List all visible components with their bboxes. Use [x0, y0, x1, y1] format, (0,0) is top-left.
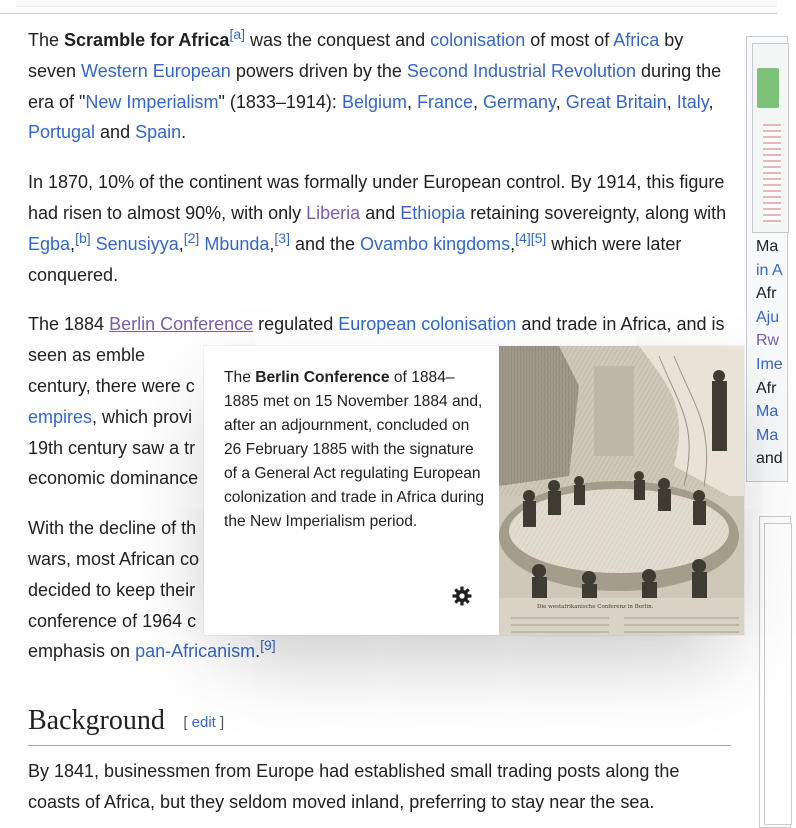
top-bar: [0, 0, 777, 14]
caption-line[interactable]: Ime: [756, 355, 783, 373]
footnote-9[interactable]: [260, 637, 276, 653]
text: century, there were c: [28, 375, 195, 396]
footnote-link[interactable]: [9]: [260, 637, 276, 654]
link-mbunda[interactable]: Mbunda: [204, 233, 270, 254]
text: conference of 1964 c: [28, 610, 197, 631]
text: retaining sovereignty, along with: [465, 202, 727, 223]
caption-line[interactable]: in A: [756, 261, 783, 279]
text: ,: [70, 233, 76, 254]
link-france[interactable]: France: [416, 91, 474, 112]
link-second-industrial-revolution[interactable]: Second Industrial Revolution: [406, 60, 637, 81]
background-paragraph: [28, 756, 728, 818]
preview-subject: Berlin Conference: [255, 369, 390, 386]
text: The 1884: [28, 314, 110, 335]
engraving-caption: Die westafrikanische Conferenz in Berlin.: [537, 604, 654, 610]
caption-line[interactable]: Aju: [756, 308, 780, 326]
text: emphasis on: [28, 641, 136, 662]
map-legend: [763, 124, 781, 224]
link-colonisation[interactable]: colonisation: [430, 30, 526, 50]
caption-line: Ma: [756, 238, 779, 255]
text: 19th century saw a tr: [28, 437, 196, 458]
text: By 1841, businessmen from Europe had established small trading posts along the coasts of Africa, but they seldom moved inland, preferring to stay near the sea.: [28, 761, 680, 812]
text: ,: [510, 233, 516, 254]
caption-line: Afr: [756, 285, 777, 303]
section-heading-background: [28, 700, 731, 746]
text: In 1870, 10% of the continent was formally under European control. By 1914, this figure had risen to almost 90%, with only: [28, 172, 725, 223]
footnote-a[interactable]: [229, 26, 245, 42]
link-egba[interactable]: Egba: [28, 233, 71, 254]
footnote-link[interactable]: [5]: [530, 229, 547, 246]
infobox: [746, 36, 788, 482]
link-ethiopia[interactable]: Ethiopia: [400, 202, 466, 223]
text: .: [181, 122, 187, 143]
text: of most of: [525, 30, 614, 50]
gear-icon[interactable]: [450, 584, 474, 608]
section-title: Background: [28, 705, 165, 736]
link-spain[interactable]: Spain: [135, 122, 182, 143]
text: ,: [178, 233, 184, 254]
lead-paragraph-1: [28, 25, 728, 148]
text: and the: [289, 233, 361, 254]
link-liberia[interactable]: Liberia: [306, 202, 361, 223]
text: of 1884–1885 met on 15 November 1884 and, after an adjournment, concluded on 26 February 1885 with the signature of a General Act regulating European colonization and trade in Africa during the New Imperialism period.: [224, 369, 485, 530]
footnote-link[interactable]: [a]: [229, 26, 246, 42]
text: and: [95, 122, 136, 143]
footnote-link[interactable]: [3]: [274, 229, 290, 246]
text: was the conquest and: [245, 30, 431, 50]
footnote-2[interactable]: [184, 230, 200, 246]
text: wars, most African co: [28, 548, 200, 569]
edit-bracket-close: ]: [215, 714, 225, 731]
top-bar-strip: [16, 0, 777, 7]
edit-section-link[interactable]: edit: [191, 714, 216, 731]
footnote-4[interactable]: [515, 230, 531, 246]
link-belgium[interactable]: Belgium: [341, 91, 407, 112]
link-european-colonisation[interactable]: European colonisation: [338, 314, 517, 335]
caption-line[interactable]: Ma: [756, 426, 779, 444]
text: The: [224, 369, 256, 386]
preview-extract[interactable]: [224, 366, 486, 534]
text: ,: [473, 91, 484, 112]
text: ,: [269, 233, 275, 254]
footnote-3[interactable]: [274, 230, 290, 246]
footnote-link[interactable]: [4]: [515, 229, 531, 246]
link-new-imperialism[interactable]: New Imperialism: [85, 91, 219, 112]
link-senusiyya[interactable]: Senusiyya: [95, 233, 179, 254]
text: which were later conquered.: [28, 233, 682, 285]
footnote-link[interactable]: [2]: [183, 229, 200, 246]
text: decided to keep their: [28, 579, 196, 600]
infobox-map-image[interactable]: [752, 43, 789, 233]
link-italy[interactable]: Italy: [676, 91, 709, 112]
gear-icon-graphic: [450, 584, 474, 608]
caption-line[interactable]: Ma: [756, 403, 779, 421]
engraving-image: [499, 346, 744, 635]
lead-paragraph-2: [28, 167, 728, 290]
text: ,: [406, 91, 417, 112]
text: economic dominance: [28, 468, 199, 489]
text: ,: [666, 91, 677, 112]
link-empires[interactable]: empires: [28, 406, 93, 427]
footnote-link[interactable]: [b]: [75, 229, 91, 246]
map-region: [757, 68, 779, 108]
link-germany[interactable]: Germany: [483, 91, 556, 112]
edit-bracket-open: [: [183, 714, 192, 731]
text: With the decline of th: [28, 518, 197, 539]
caption-line: Afr: [756, 379, 777, 397]
secondary-infobox: [759, 516, 791, 828]
section-edit: [183, 714, 224, 731]
link-pan-africanism[interactable]: pan-Africanism: [135, 641, 256, 662]
footnote-b[interactable]: [75, 230, 91, 246]
text: ,: [555, 91, 566, 112]
text: regulated: [253, 314, 339, 335]
text: by seven: [28, 30, 684, 81]
text: The: [28, 30, 65, 50]
text: " (1833–1914):: [218, 91, 342, 112]
text: during the era of ": [28, 60, 722, 112]
link-berlin-conference[interactable]: Berlin Conference: [109, 314, 254, 335]
text: ,: [708, 91, 714, 112]
footnote-5[interactable]: [531, 230, 547, 246]
caption-line[interactable]: Rw: [756, 332, 780, 350]
text: and: [360, 202, 401, 223]
article-subject: Scramble for Africa: [64, 30, 230, 50]
text: , which provi: [92, 406, 193, 427]
link-portugal[interactable]: Portugal: [28, 122, 96, 143]
link-preview-popup[interactable]: [204, 346, 744, 635]
caption-line: and: [756, 450, 783, 468]
link-africa[interactable]: Africa: [613, 30, 660, 50]
text: powers driven by the: [230, 60, 407, 81]
link-western-european[interactable]: Western European: [81, 60, 231, 81]
infobox-caption: [756, 235, 796, 471]
preview-thumbnail[interactable]: [499, 346, 744, 635]
text: and trade in Africa, and is seen as emble: [28, 314, 725, 366]
text: .: [255, 641, 261, 662]
secondary-infobox-frame: [764, 523, 792, 825]
link-ovambo-kingdoms[interactable]: Ovambo kingdoms: [360, 233, 511, 254]
link-great-britain[interactable]: Great Britain: [565, 91, 667, 112]
